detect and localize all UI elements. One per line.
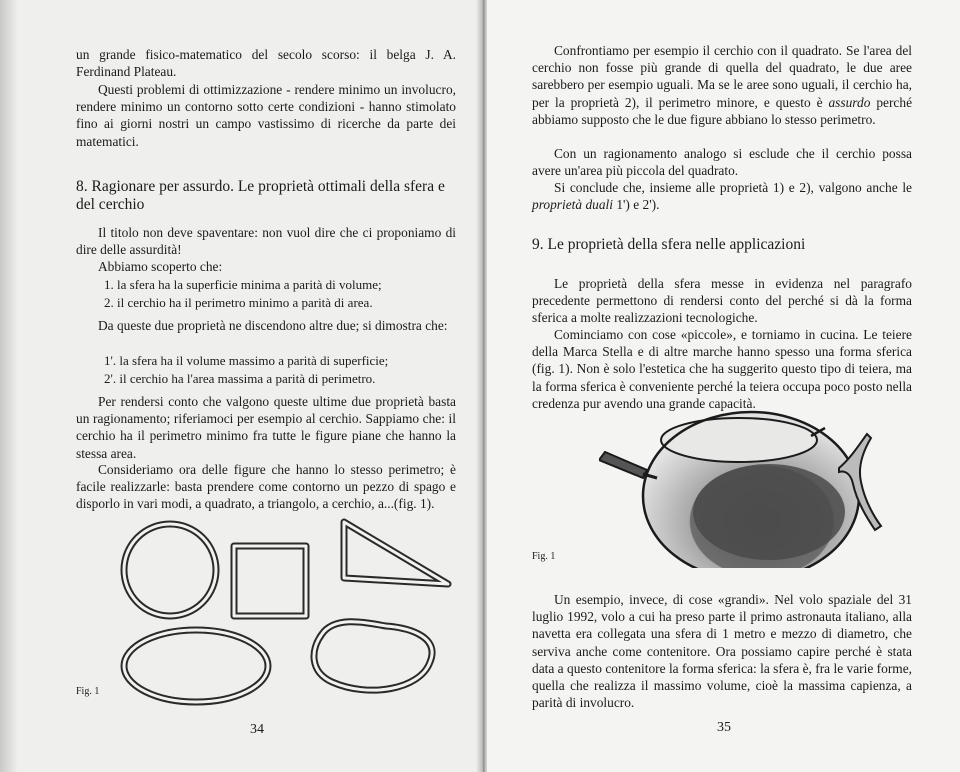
paragraph-titolo: Il titolo non deve spaventare: non vuol dire che ci proponiamo di dire delle assurdità! (76, 225, 456, 258)
paragraph-abbiamo: Abbiamo scoperto che: (98, 259, 223, 274)
figure-caption: Fig. 1 (532, 551, 556, 562)
paragraph-continuation: un grande fisico-matematico del secolo scorso: il belga J. A. Ferdinand Plateau. (76, 47, 456, 80)
list-item-1: 1. la sfera ha la superficie minima a parità di volume; (104, 277, 382, 292)
teapot-lid (661, 418, 817, 462)
proprieta-duali-emphasis: proprietà duali (532, 197, 613, 213)
section-9-heading: 9. Le proprietà della sfera nelle applicazioni (532, 236, 806, 253)
assurdo-emphasis: assurdo (828, 94, 871, 110)
si-conclude-text: Si conclude che, insieme alle proprietà 1) e 2), valgono anche le (554, 180, 912, 195)
page-number: 35 (717, 720, 731, 735)
teapot-handle (599, 452, 647, 478)
paragraph-confrontiamo (532, 42, 912, 128)
list-item-1-prime: 1'. la sfera ha il volume massimo a parità di superficie; (104, 353, 389, 368)
paragraph-le-proprieta: Le proprietà della sfera messe in evidenza nel paragrafo precedente permettono di rendersi conto del perché si dà la forma sferica a molte realizzazioni tecnologiche. (532, 276, 912, 326)
figure-caption: Fig. 1 (76, 686, 100, 697)
paragraph-optimization: Questi problemi di ottimizzazione - rendere minimo un involucro, rendere minimo un contorno sotto certe condizioni - hanno stimolato fino ai giorni nostri un campo vastissimo di ricerche da parte dei matematici. (76, 82, 456, 149)
paragraph-consideriamo: Consideriamo ora delle figure che hanno lo stesso perimetro; è facile realizzarle: basta prendere come contorno un pezzo di spago e disporlo in vari modi, a quadrato, a triangolo, a cerchio, a...(fig. 1). (76, 462, 456, 512)
si-conclude-end-text: 1') e 2'). (616, 197, 660, 213)
paragraph-un-esempio: Un esempio, invece, di cose «grandi». Nel volo spaziale del 31 luglio 1992, volo a cui ha preso parte il primo astronauta italiano, alla navetta era collegata una sfera di 1 metro e mezzo di diametro, che serviva anche come contenitore. Ora possiamo capire perché è stata data a questo contenitore la forma sferica: la sfera è, fra le varie forme, quella che realizza il massimo volume, cioè la massima capienza, a parità di involucro. (532, 592, 912, 711)
section-8-heading: 8. Ragionare per assurdo. Le proprietà ottimali della sfera e del cerchio (76, 178, 445, 213)
page-edge (0, 0, 18, 772)
teapot-illustration (599, 408, 889, 568)
list-item-2-prime: 2'. il cerchio ha l'area massima a parità di perimetro. (104, 371, 376, 386)
string-shapes-figure (100, 512, 460, 712)
paragraph-con-un: Con un ragionamento analogo si esclude che il cerchio possa avere un'area più piccola del quadrato. (532, 146, 912, 179)
teapot-shadow (693, 464, 845, 560)
paragraph-cominciamo: Cominciamo con cose «piccole», e torniamo in cucina. Le teiere della Marca Stella e di altre marche hanno spesso una forma sferica (fig. 1). Non è solo l'estetica che ha suggerito questo tipo di teiera, ma la forma sferica è conveniente perché la teiera occupa poco posto nella credenza pur avendo una grande capacità. (532, 327, 912, 411)
paragraph-per-rendersi: Per rendersi conto che valgono queste ultime due proprietà basta un ragionamento; riferiamoci per esempio al cerchio. Sappiamo che: il cerchio ha il perimetro minimo fra tutte le figure piane che hanno la stessa area. (76, 394, 456, 461)
right-page (487, 0, 960, 772)
paragraph-da-queste: Da queste due proprietà ne discendono altre due; si dimostra che: (98, 318, 448, 333)
confrontiamo-end-text: perché abbiamo supposto che le due figure abbiano lo stesso perimetro. (532, 94, 913, 127)
square-shape (234, 546, 306, 616)
page-number: 34 (250, 722, 264, 737)
paragraph-si-conclude (532, 179, 912, 213)
confrontiamo-text: Confrontiamo per esempio il cerchio con il quadrato. Se l'area del cerchio non fosse più grande di quella del quadrato, le due aree sarebbero per esempio uguali. Ma se le aree sono uguali, il cerchio ha, per la proprietà 2), il perimetro minore, e questo è (532, 43, 912, 110)
list-item-2: 2. il cerchio ha il perimetro minimo a parità di area. (104, 295, 373, 310)
